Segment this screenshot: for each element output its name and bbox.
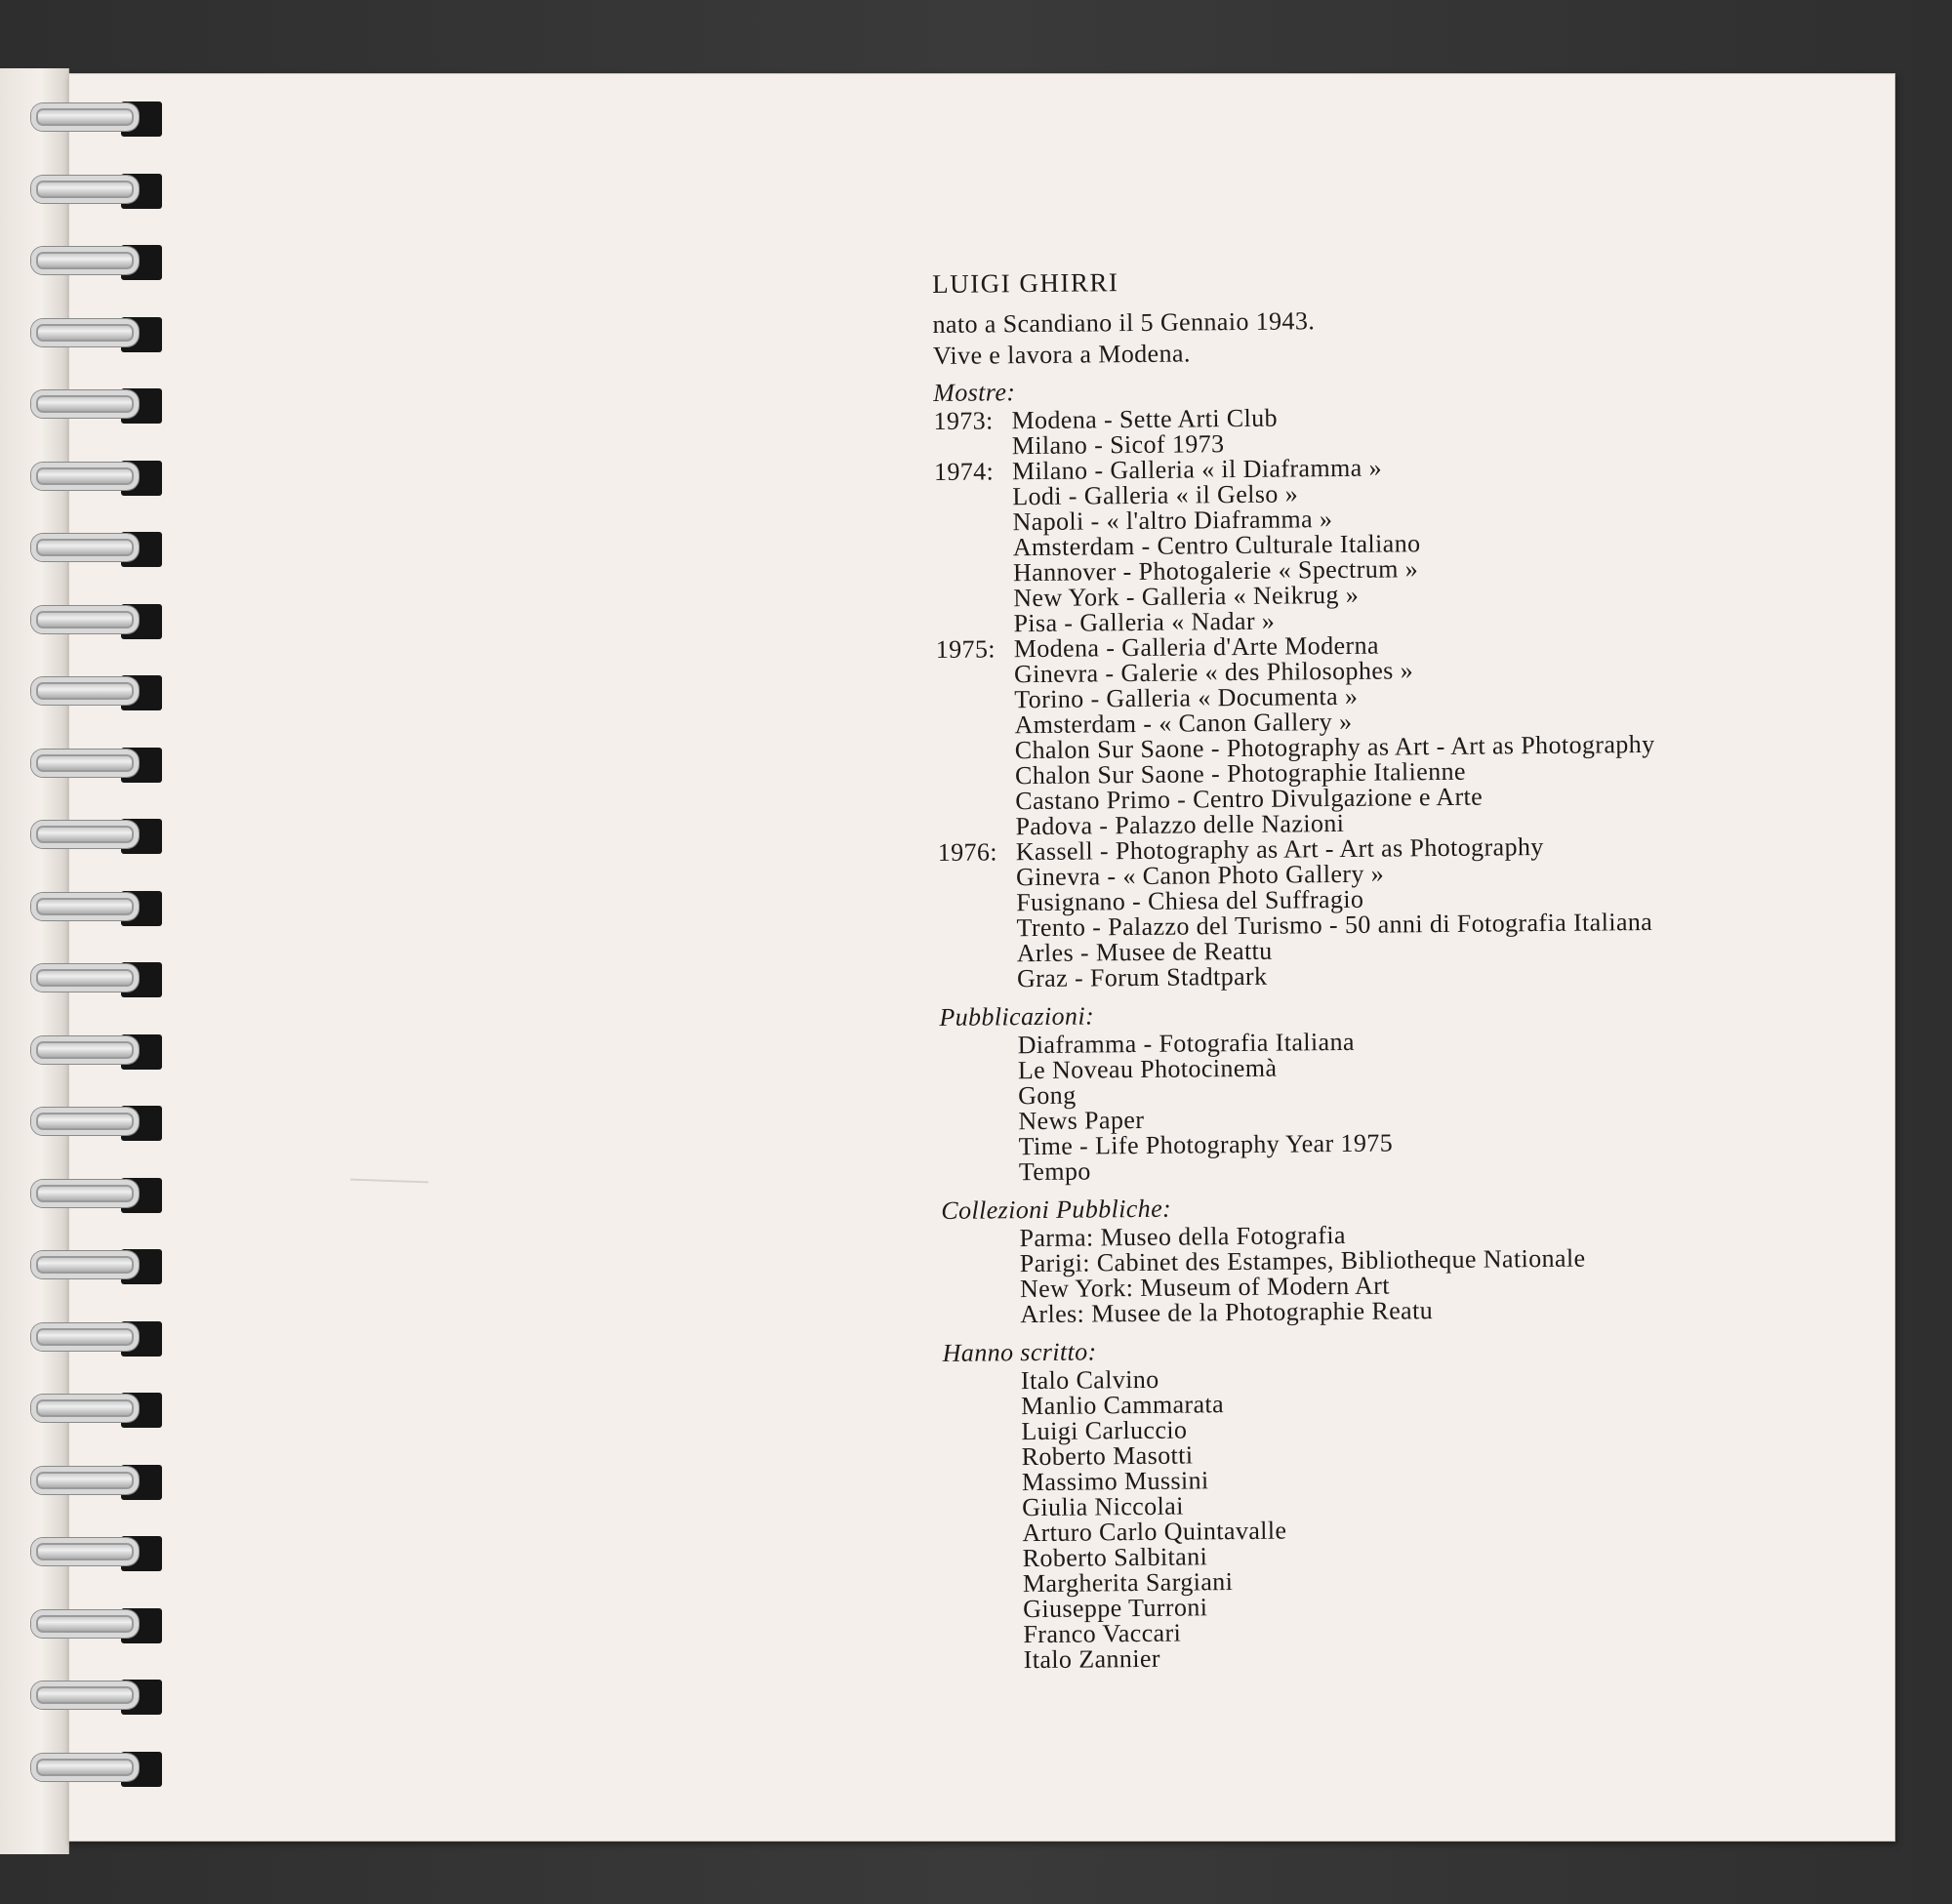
spiral-coil: [31, 958, 148, 1001]
exhibition-item: Hannover - Photogalerie « Spectrum »: [1012, 554, 1419, 587]
coil-wire: [31, 1036, 139, 1064]
exhibition-item: New York - Galleria « Neikrug »: [1013, 580, 1360, 613]
spiral-coil: [31, 1245, 148, 1288]
writer-item: Manlio Cammarata: [1021, 1390, 1225, 1421]
exhibition-year: [934, 433, 1012, 460]
publication-item: Gong: [1018, 1080, 1077, 1111]
exhibition-item: Amsterdam - « Canon Gallery »: [1014, 707, 1353, 740]
coil-wire: [31, 463, 139, 490]
collection-item: Parigi: Cabinet des Estampes, Bibliotheque Nationale: [1019, 1243, 1586, 1278]
writer-item: Italo Calvino: [1020, 1364, 1159, 1396]
publications-list: [940, 1025, 1868, 1186]
exhibition-row: [939, 958, 1866, 993]
collection-item: New York: Museum of Modern Art: [1019, 1271, 1391, 1304]
spiral-coil: [31, 600, 148, 643]
collection-item: Parma: Museo della Fotografia: [1019, 1220, 1347, 1253]
exhibition-year: [937, 814, 1015, 840]
exhibition-item: Modena - Sette Arti Club: [1011, 403, 1279, 435]
exhibition-item: Torino - Galleria « Documenta »: [1014, 681, 1359, 714]
publication-item: Tempo: [1018, 1156, 1091, 1187]
coil-wire: [31, 964, 139, 992]
writer-item: Arturo Carlo Quintavalle: [1022, 1516, 1287, 1548]
spiral-coil: [31, 1461, 148, 1504]
spiral-coil: [31, 887, 148, 930]
exhibition-year: [936, 687, 1014, 713]
writer-item: Roberto Masotti: [1021, 1440, 1194, 1472]
exhibition-item: Milano - Galleria « il Diaframma »: [1011, 453, 1383, 486]
writer-item: Giuseppe Turroni: [1023, 1593, 1208, 1624]
exhibition-year: [938, 915, 1016, 942]
exhibition-item: Trento - Palazzo del Turismo - 50 anni di Fotografia Italiana: [1016, 907, 1653, 943]
exhibition-item: Fusignano - Chiesa del Suffragio: [1016, 884, 1364, 917]
coil-wire: [31, 390, 139, 418]
exhibition-year: [937, 763, 1015, 790]
spiral-coil: [31, 170, 148, 213]
coil-wire: [31, 1681, 139, 1709]
section-heading-pubblicazioni: Pubblicazioni:: [939, 1001, 1095, 1032]
coil-wire: [31, 534, 139, 561]
exhibition-item: Lodi - Galleria « il Gelso »: [1012, 479, 1299, 511]
spiral-coil: [31, 98, 148, 141]
spiral-coil: [31, 1031, 148, 1074]
exhibition-year: [936, 662, 1014, 688]
exhibition-year: 1975:: [935, 634, 996, 664]
coil-wire: [31, 319, 139, 346]
spiral-coil: [31, 1102, 148, 1145]
spiral-coil: [31, 671, 148, 714]
coil-wire: [31, 677, 139, 705]
coil-wire: [31, 1467, 139, 1494]
exhibition-year: 1976:: [937, 837, 998, 867]
exhibition-year: [935, 586, 1013, 612]
coil-wire: [31, 1108, 139, 1135]
spiral-coil: [31, 385, 148, 427]
exhibition-year: [939, 966, 1017, 993]
spiral-binding: [20, 98, 146, 1815]
residence-line: Vive e lavora a Modena.: [932, 339, 1191, 370]
coil-wire: [31, 247, 139, 274]
writer-item: Roberto Salbitani: [1022, 1542, 1208, 1573]
spiral-coil: [31, 313, 148, 356]
spiral-coil: [31, 1532, 148, 1575]
spiral-coil: [31, 815, 148, 858]
spiral-coil: [31, 1676, 148, 1719]
exhibition-item: Castano Primo - Centro Divulgazione e Arte: [1015, 782, 1484, 816]
writer-item: Italo Zannier: [1023, 1643, 1161, 1675]
writer-item: Giulia Niccolai: [1022, 1491, 1184, 1522]
exhibition-item: Ginevra - « Canon Photo Gallery »: [1015, 859, 1385, 892]
coil-wire: [31, 1251, 139, 1278]
exhibition-year: 1973:: [933, 406, 994, 435]
publication-item: Diaframma - Fotografia Italiana: [1017, 1027, 1355, 1060]
exhibition-year: [937, 738, 1015, 764]
birth-line: nato a Scandiano il 5 Gennaio 1943.: [932, 306, 1316, 339]
writer-item: Massimo Mussini: [1021, 1466, 1209, 1497]
section-heading-hanno-scritto: Hanno scritto:: [942, 1337, 1097, 1367]
exhibition-year: [937, 789, 1015, 815]
exhibition-year: [939, 941, 1017, 967]
exhibition-item: Arles - Musee de Reattu: [1016, 936, 1273, 968]
section-heading-mostre: Mostre:: [933, 378, 1016, 407]
coil-wire: [31, 1538, 139, 1565]
exhibition-year: [938, 865, 1016, 891]
exhibition-item: Graz - Forum Stadtpark: [1016, 961, 1268, 993]
exhibition-item: Chalon Sur Saone - Photographie Italienne: [1014, 756, 1467, 790]
biography-text: [932, 260, 1873, 1674]
publication-item: Le Noveau Photocinemà: [1017, 1053, 1278, 1085]
publication-item: News Paper: [1018, 1105, 1145, 1136]
coil-wire: [31, 176, 139, 203]
publication-item: Time - Life Photography Year 1975: [1018, 1128, 1394, 1161]
exhibition-year: [935, 611, 1013, 637]
spiral-coil: [31, 1389, 148, 1432]
exhibition-item: Pisa - Galleria « Nadar »: [1013, 606, 1276, 638]
collection-item: Arles: Musee de la Photographie Reatu: [1020, 1296, 1434, 1329]
artist-name: LUIGI GHIRRI: [932, 267, 1119, 299]
paper-scratch: [350, 1179, 428, 1184]
exhibition-year: 1974:: [933, 457, 995, 486]
collections-list: [941, 1218, 1869, 1328]
coil-wire: [31, 1395, 139, 1422]
writer-item: Margherita Sargiani: [1022, 1567, 1234, 1599]
spiral-coil: [31, 528, 148, 571]
spiral-coil: [31, 1317, 148, 1360]
exhibition-year: [936, 712, 1014, 739]
exhibition-year: [938, 890, 1016, 916]
coil-wire: [31, 1754, 139, 1781]
spiral-coil: [31, 1748, 148, 1791]
exhibitions-list: [933, 400, 1866, 993]
spiral-coil: [31, 1174, 148, 1217]
exhibition-year: [935, 560, 1013, 587]
writers-list: [943, 1360, 1873, 1674]
coil-wire: [31, 1610, 139, 1638]
exhibition-item: Napoli - « l'altro Diaframma »: [1012, 505, 1333, 537]
coil-wire: [31, 103, 139, 131]
exhibition-year: [934, 509, 1012, 536]
spiral-coil: [31, 1604, 148, 1647]
exhibition-item: Chalon Sur Saone - Photography as Art - Art as Photography: [1014, 729, 1655, 765]
coil-wire: [31, 1180, 139, 1207]
exhibition-item: Amsterdam - Centro Culturale Italiano: [1012, 529, 1421, 562]
spiral-coil: [31, 241, 148, 284]
writer-item: Luigi Carluccio: [1021, 1415, 1188, 1446]
exhibition-item: Ginevra - Galerie « des Philosophes »: [1013, 656, 1414, 689]
exhibition-year: [934, 484, 1012, 510]
section-heading-collezioni: Collezioni Pubbliche:: [941, 1194, 1172, 1225]
exhibition-item: Kassell - Photography as Art - Art as Photography: [1015, 832, 1544, 867]
exhibition-year: [935, 535, 1013, 561]
coil-wire: [31, 821, 139, 848]
exhibition-item: Milano - Sicof 1973: [1011, 429, 1225, 461]
exhibition-item: Modena - Galleria d'Arte Moderna: [1013, 630, 1379, 664]
spiral-coil: [31, 457, 148, 500]
coil-wire: [31, 606, 139, 633]
coil-wire: [31, 1323, 139, 1351]
coil-wire: [31, 749, 139, 777]
exhibition-item: Padova - Palazzo delle Nazioni: [1015, 808, 1345, 841]
spiral-coil: [31, 744, 148, 787]
writer-item: Franco Vaccari: [1023, 1618, 1182, 1649]
coil-wire: [31, 893, 139, 920]
